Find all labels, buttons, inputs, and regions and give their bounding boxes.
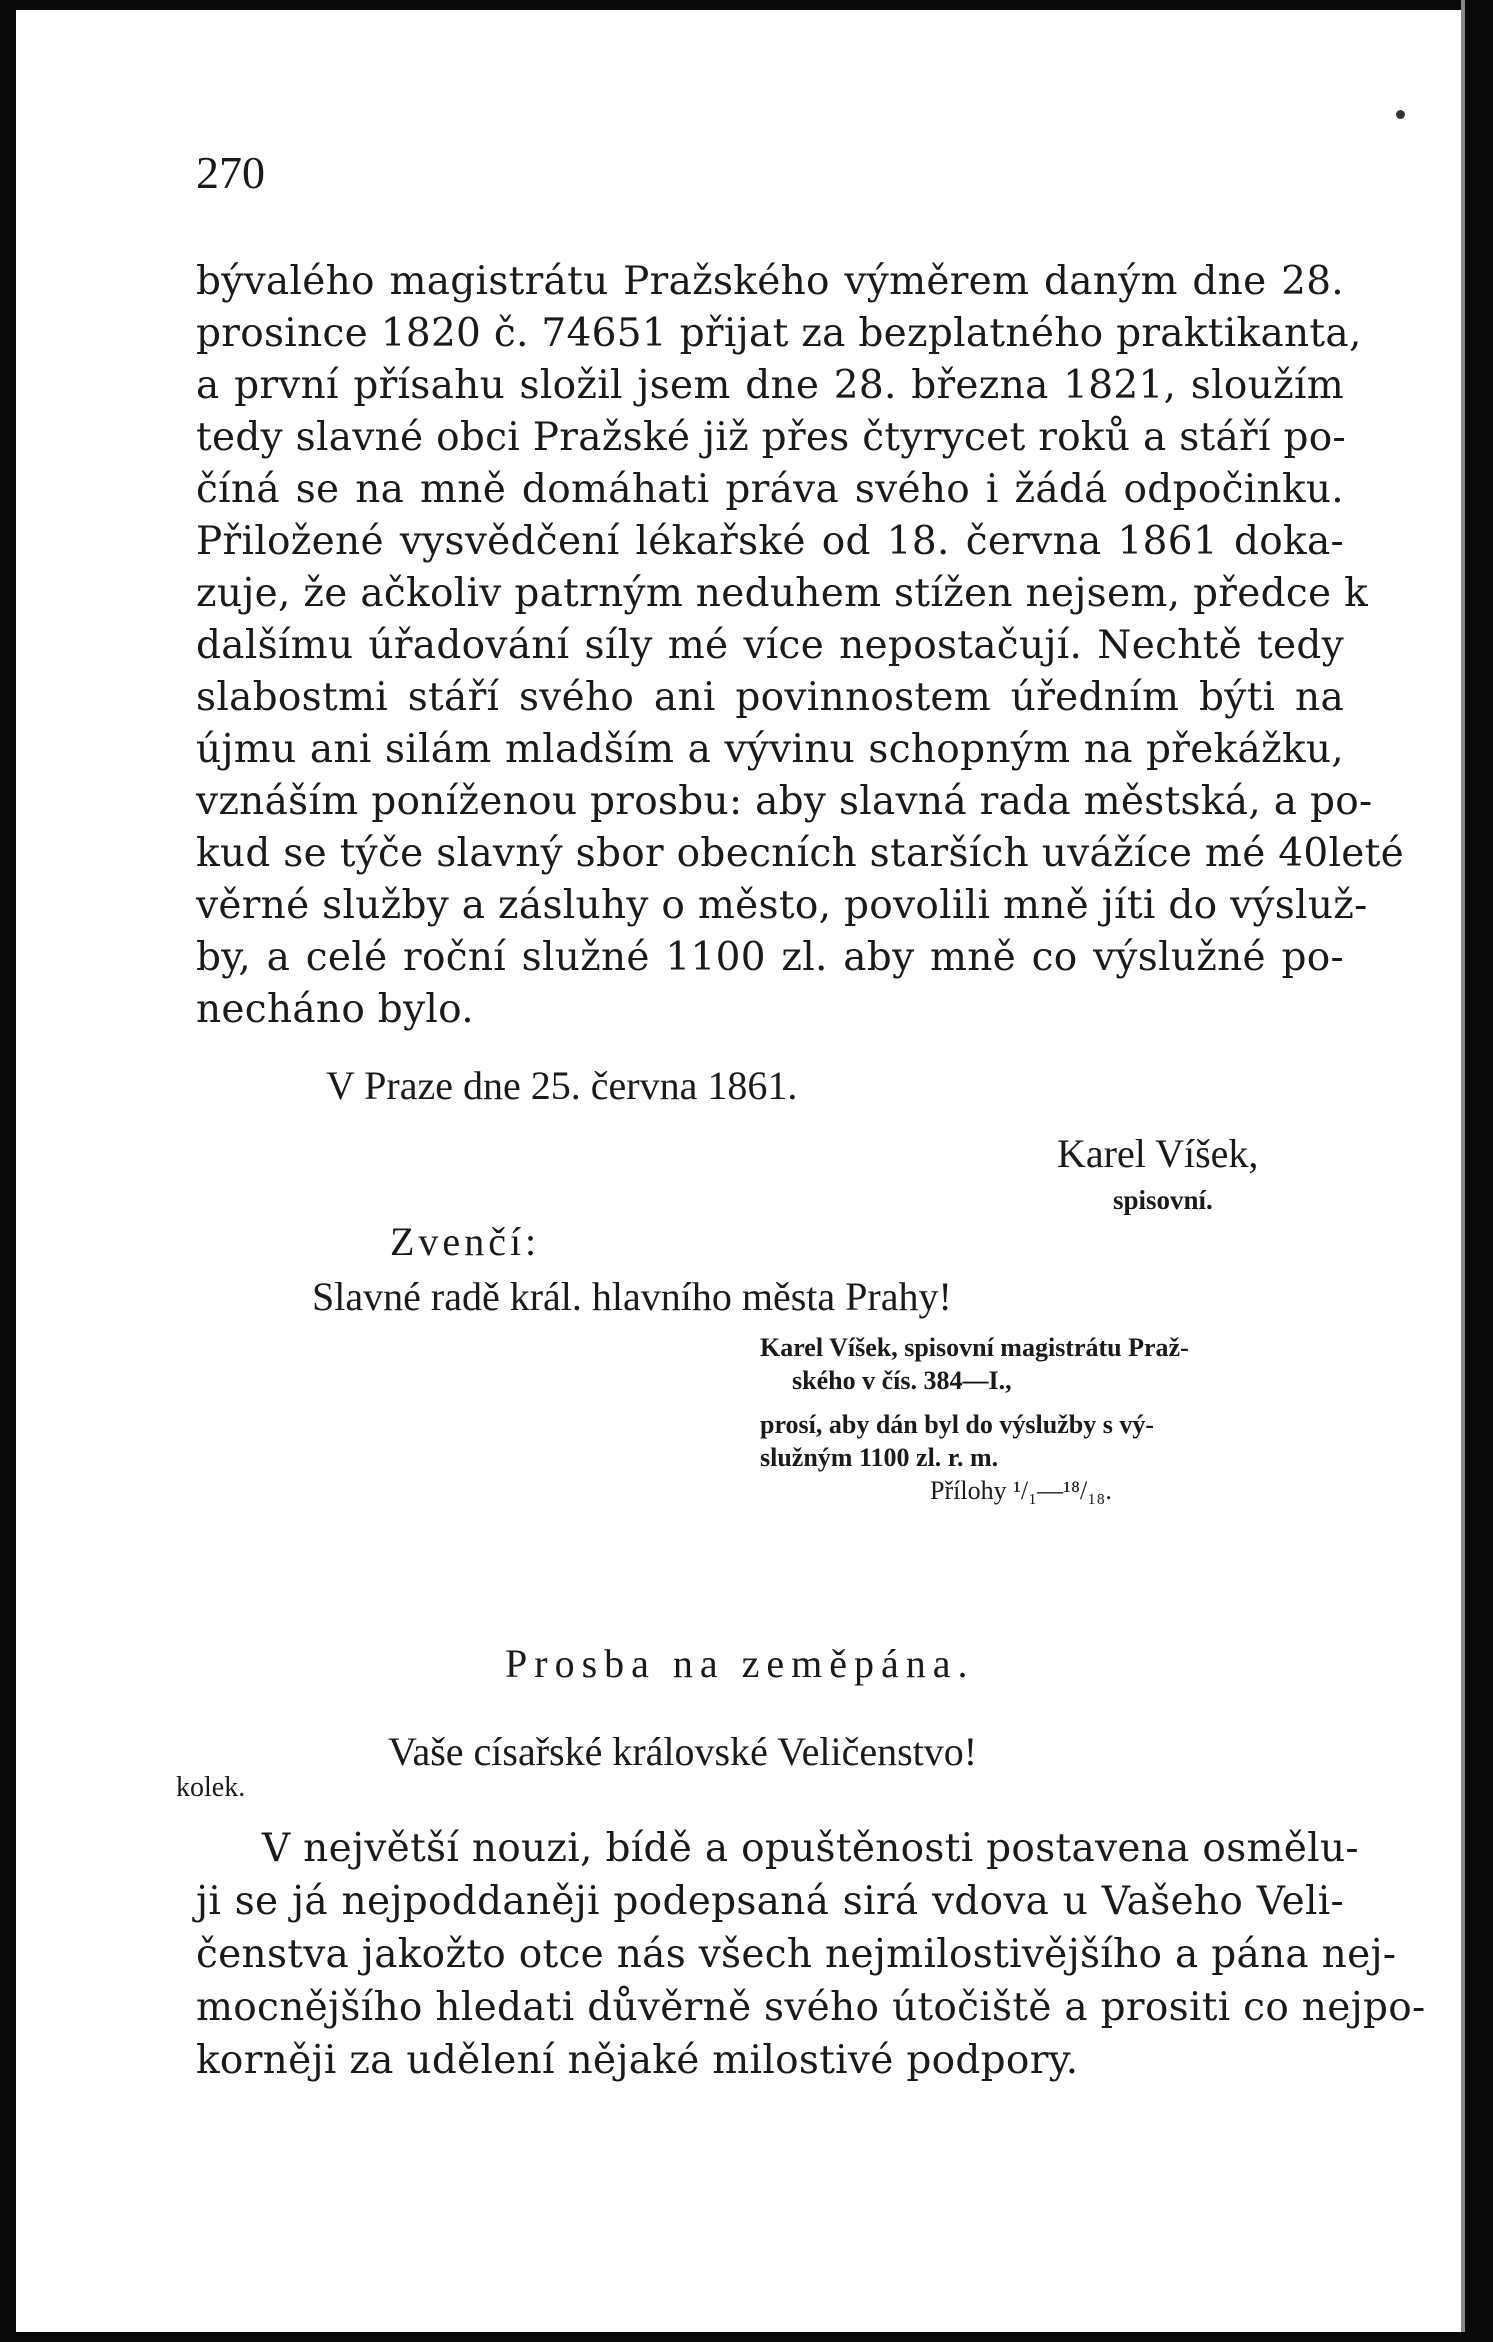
signature-role: spisovní. xyxy=(1113,1185,1213,1215)
zvenci-label: Zvenčí: xyxy=(390,1219,541,1264)
paragraph1-line: kud se týče slavný sbor obecních starších uvážíce mé 40leté xyxy=(196,831,1405,876)
paragraph1-line: tedy slavné obci Pražské již přes čtyrycet roků a stáří po- xyxy=(196,415,1346,460)
scan-border-right-shadow xyxy=(1461,0,1465,2342)
paragraph2-line: mocnějšího hledati důvěrně svého útočiště a prositi co nejpo- xyxy=(196,1985,1426,2030)
salutation: Vaše císařské královské Veličenstvo! xyxy=(388,1729,978,1774)
paragraph2-line: čenstva jakožto otce nás všech nejmilostivějšího a pána nej- xyxy=(196,1932,1397,1977)
paragraph1-line: prosince 1820 č. 74651 přijat za bezplatného praktikanta, xyxy=(196,311,1362,356)
paragraph1-line: by, a celé roční služné 1100 zl. aby mně co výslužné po- xyxy=(196,935,1344,980)
scan-border-top xyxy=(0,0,1493,10)
paragraph1-line: újmu ani silám mladším a vývinu schopným na překážku, xyxy=(196,727,1344,772)
paragraph1-line: vznáším poníženou prosbu: aby slavná rada městská, a po- xyxy=(196,779,1373,824)
paragraph1-line: a první přísahu složil jsem dne 28. března 1821, sloužím xyxy=(196,363,1344,408)
note-line: ského v čís. 384—I., xyxy=(792,1366,1012,1395)
note-line: služným 1100 zl. r. m. xyxy=(760,1443,999,1472)
ink-speck xyxy=(1396,110,1405,119)
note-line: prosí, aby dán byl do výslužby s vý- xyxy=(760,1410,1154,1439)
scan-border-left xyxy=(0,0,16,2342)
note-attachments: Přílohy ¹/₁—¹⁸/₁₈. xyxy=(930,1476,1112,1505)
paragraph2-line: korněji za udělení nějaké milostivé podpory. xyxy=(196,2038,1079,2083)
addressee: Slavné radě král. hlavního města Prahy! xyxy=(312,1274,952,1319)
paragraph1-line: dalšímu úřadování síly mé více nepostačují. Nechtě tedy xyxy=(196,623,1344,668)
paragraph1-line: věrné služby a zásluhy o město, povolili mně jíti do výsluž- xyxy=(196,883,1368,928)
paragraph1-line: slabostmi stáří svého ani povinnostem úředním býti na xyxy=(196,675,1344,720)
date-line: V Praze dne 25. června 1861. xyxy=(326,1063,798,1108)
note-line: Karel Víšek, spisovní magistrátu Praž- xyxy=(760,1333,1189,1362)
paragraph1-line: bývalého magistrátu Pražského výměrem daným dne 28. xyxy=(196,259,1344,304)
paragraph2-line: V největší nouzi, bídě a opuštěnosti postavena osmělu- xyxy=(262,1826,1359,1871)
section-heading: Prosba na zeměpána. xyxy=(505,1641,975,1686)
paragraph1-line: číná se na mně domáhati práva svého i žádá odpočinku. xyxy=(196,467,1344,512)
scan-border-bottom xyxy=(0,2332,1493,2342)
margin-note: kolek. xyxy=(176,1772,246,1803)
paragraph2-line: ji se já nejpoddaněji podepsaná sirá vdova u Vašeho Veli- xyxy=(196,1879,1344,1924)
paragraph1-line: zuje, že ačkoliv patrným neduhem stížen nejsem, předce k xyxy=(196,571,1369,616)
page-number: 270 xyxy=(196,147,265,198)
signature-name: Karel Víšek, xyxy=(1057,1131,1259,1176)
scan-border-right xyxy=(1465,0,1493,2342)
paragraph1-line: Přiložené vysvědčení lékařské od 18. června 1861 doka- xyxy=(196,519,1344,564)
paragraph1-line: necháno bylo. xyxy=(196,987,474,1032)
